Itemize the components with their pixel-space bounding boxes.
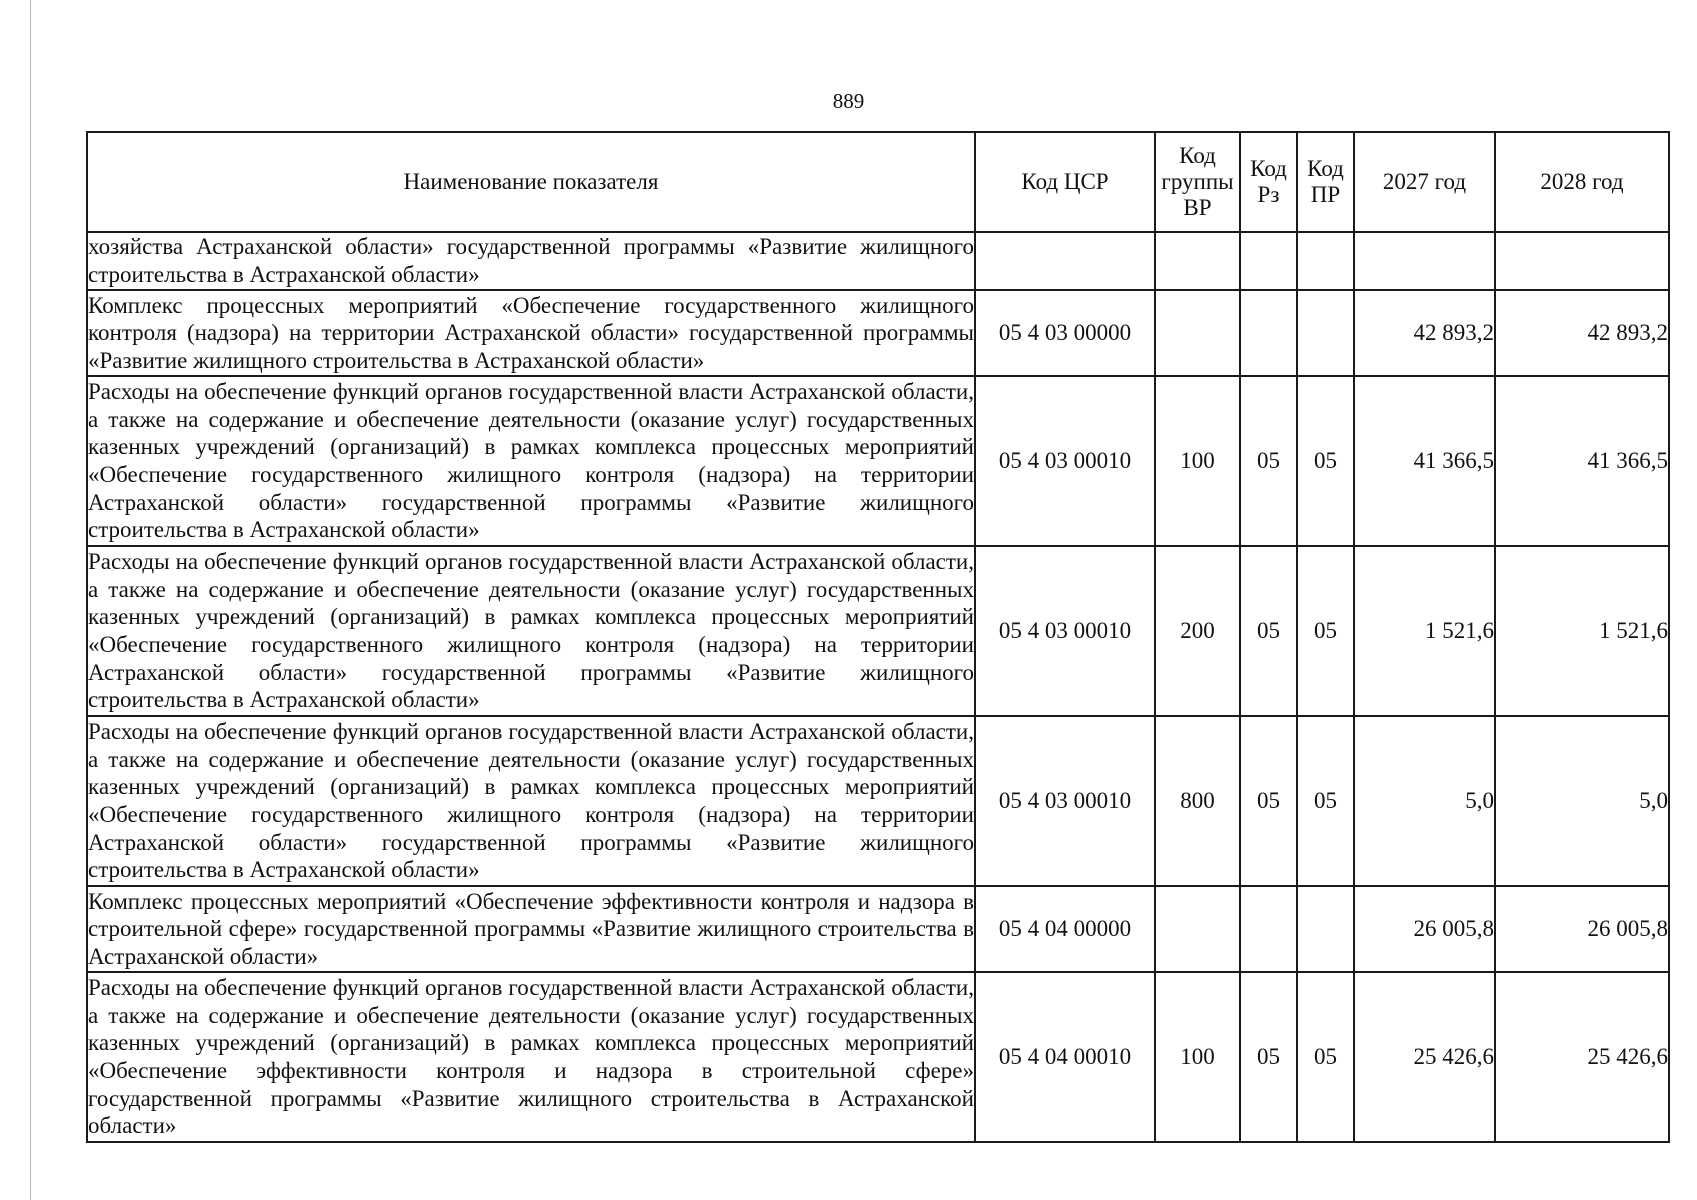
row-csr-cell: 05 4 04 00010 xyxy=(975,972,1155,1142)
row-vr-cell: 100 xyxy=(1155,376,1240,546)
header-rz-code: Код Рз xyxy=(1240,132,1297,232)
table-row xyxy=(87,546,1669,716)
header-year-2027: 2027 год xyxy=(1354,132,1495,232)
row-csr-cell: 05 4 04 00000 xyxy=(975,886,1155,972)
table-row xyxy=(87,972,1669,1142)
row-vr-cell xyxy=(1155,886,1240,972)
row-csr-cell xyxy=(975,232,1155,290)
row-rz-cell: 05 xyxy=(1240,546,1297,716)
row-vr-cell xyxy=(1155,232,1240,290)
row-vr-cell: 800 xyxy=(1155,716,1240,886)
header-row xyxy=(87,132,1669,232)
row-pr-cell xyxy=(1297,886,1354,972)
row-csr-cell: 05 4 03 00010 xyxy=(975,546,1155,716)
header-pr-code: Код ПР xyxy=(1297,132,1354,232)
row-2027-cell xyxy=(1354,232,1495,290)
row-2027-cell: 42 893,2 xyxy=(1354,290,1495,376)
header-vr-group-code: Код группы ВР xyxy=(1155,132,1240,232)
row-2027-cell: 5,0 xyxy=(1354,716,1495,886)
table-body xyxy=(87,232,1669,1142)
table-row xyxy=(87,886,1669,972)
table-row xyxy=(87,232,1669,290)
row-vr-cell xyxy=(1155,290,1240,376)
row-2028-cell: 41 366,5 xyxy=(1495,376,1669,546)
row-rz-cell: 05 xyxy=(1240,972,1297,1142)
table-header xyxy=(87,132,1669,232)
row-2028-cell xyxy=(1495,232,1669,290)
row-2027-cell: 26 005,8 xyxy=(1354,886,1495,972)
page-number: 889 xyxy=(832,89,865,113)
row-name-cell: Расходы на обеспечение функций органов государственной власти Астраханской области, а также на содержание и обеспечение деятельности (оказание услуг) государственных казенных учреждений (организаций) в рамках комплекса процессных мероприятий «Обеспечение государственного жилищного контроля (надзора) на территории Астраханской области» государственной программы «Развитие жилищного строительства в Астраханской области» xyxy=(87,546,975,716)
row-vr-cell: 100 xyxy=(1155,972,1240,1142)
row-csr-cell: 05 4 03 00010 xyxy=(975,716,1155,886)
row-pr-cell: 05 xyxy=(1297,376,1354,546)
left-margin-line xyxy=(30,0,31,1200)
row-2027-cell: 1 521,6 xyxy=(1354,546,1495,716)
row-2028-cell: 1 521,6 xyxy=(1495,546,1669,716)
row-name-cell: Расходы на обеспечение функций органов государственной власти Астраханской области, а также на содержание и обеспечение деятельности (оказание услуг) государственных казенных учреждений (организаций) в рамках комплекса процессных мероприятий «Обеспечение эффективности контроля и надзора в строительной сфере» государственной программы «Развитие жилищного строительства в Астраханской области» xyxy=(87,972,975,1142)
table-row xyxy=(87,716,1669,886)
row-rz-cell xyxy=(1240,886,1297,972)
row-rz-cell xyxy=(1240,290,1297,376)
row-pr-cell xyxy=(1297,232,1354,290)
row-rz-cell xyxy=(1240,232,1297,290)
row-name-cell: хозяйства Астраханской области» государственной программы «Развитие жилищного строительства в Астраханской области» xyxy=(87,232,975,290)
row-2028-cell: 5,0 xyxy=(1495,716,1669,886)
row-csr-cell: 05 4 03 00010 xyxy=(975,376,1155,546)
row-pr-cell: 05 xyxy=(1297,546,1354,716)
row-name-cell: Комплекс процессных мероприятий «Обеспечение государственного жилищного контроля (надзора) на территории Астраханской области» государственной программы «Развитие жилищного строительства в Астраханской области» xyxy=(87,290,975,376)
row-rz-cell: 05 xyxy=(1240,716,1297,886)
table-row xyxy=(87,290,1669,376)
row-name-cell: Расходы на обеспечение функций органов государственной власти Астраханской области, а также на содержание и обеспечение деятельности (оказание услуг) государственных казенных учреждений (организаций) в рамках комплекса процессных мероприятий «Обеспечение государственного жилищного контроля (надзора) на территории Астраханской области» государственной программы «Развитие жилищного строительства в Астраханской области» xyxy=(87,376,975,546)
row-vr-cell: 200 xyxy=(1155,546,1240,716)
row-name-cell: Расходы на обеспечение функций органов государственной власти Астраханской области, а также на содержание и обеспечение деятельности (оказание услуг) государственных казенных учреждений (организаций) в рамках комплекса процессных мероприятий «Обеспечение государственного жилищного контроля (надзора) на территории Астраханской области» государственной программы «Развитие жилищного строительства в Астраханской области» xyxy=(87,716,975,886)
budget-table xyxy=(86,131,1670,1143)
row-2027-cell: 41 366,5 xyxy=(1354,376,1495,546)
row-csr-cell: 05 4 03 00000 xyxy=(975,290,1155,376)
row-pr-cell xyxy=(1297,290,1354,376)
header-csr-code: Код ЦСР xyxy=(975,132,1155,232)
row-pr-cell: 05 xyxy=(1297,716,1354,886)
row-2028-cell: 42 893,2 xyxy=(1495,290,1669,376)
row-2028-cell: 25 426,6 xyxy=(1495,972,1669,1142)
table-row xyxy=(87,376,1669,546)
row-2027-cell: 25 426,6 xyxy=(1354,972,1495,1142)
header-year-2028: 2028 год xyxy=(1495,132,1669,232)
row-rz-cell: 05 xyxy=(1240,376,1297,546)
header-name: Наименование показателя xyxy=(87,132,975,232)
row-2028-cell: 26 005,8 xyxy=(1495,886,1669,972)
row-pr-cell: 05 xyxy=(1297,972,1354,1142)
row-name-cell: Комплекс процессных мероприятий «Обеспечение эффективности контроля и надзора в строительной сфере» государственной программы «Развитие жилищного строительства в Астраханской области» xyxy=(87,886,975,972)
